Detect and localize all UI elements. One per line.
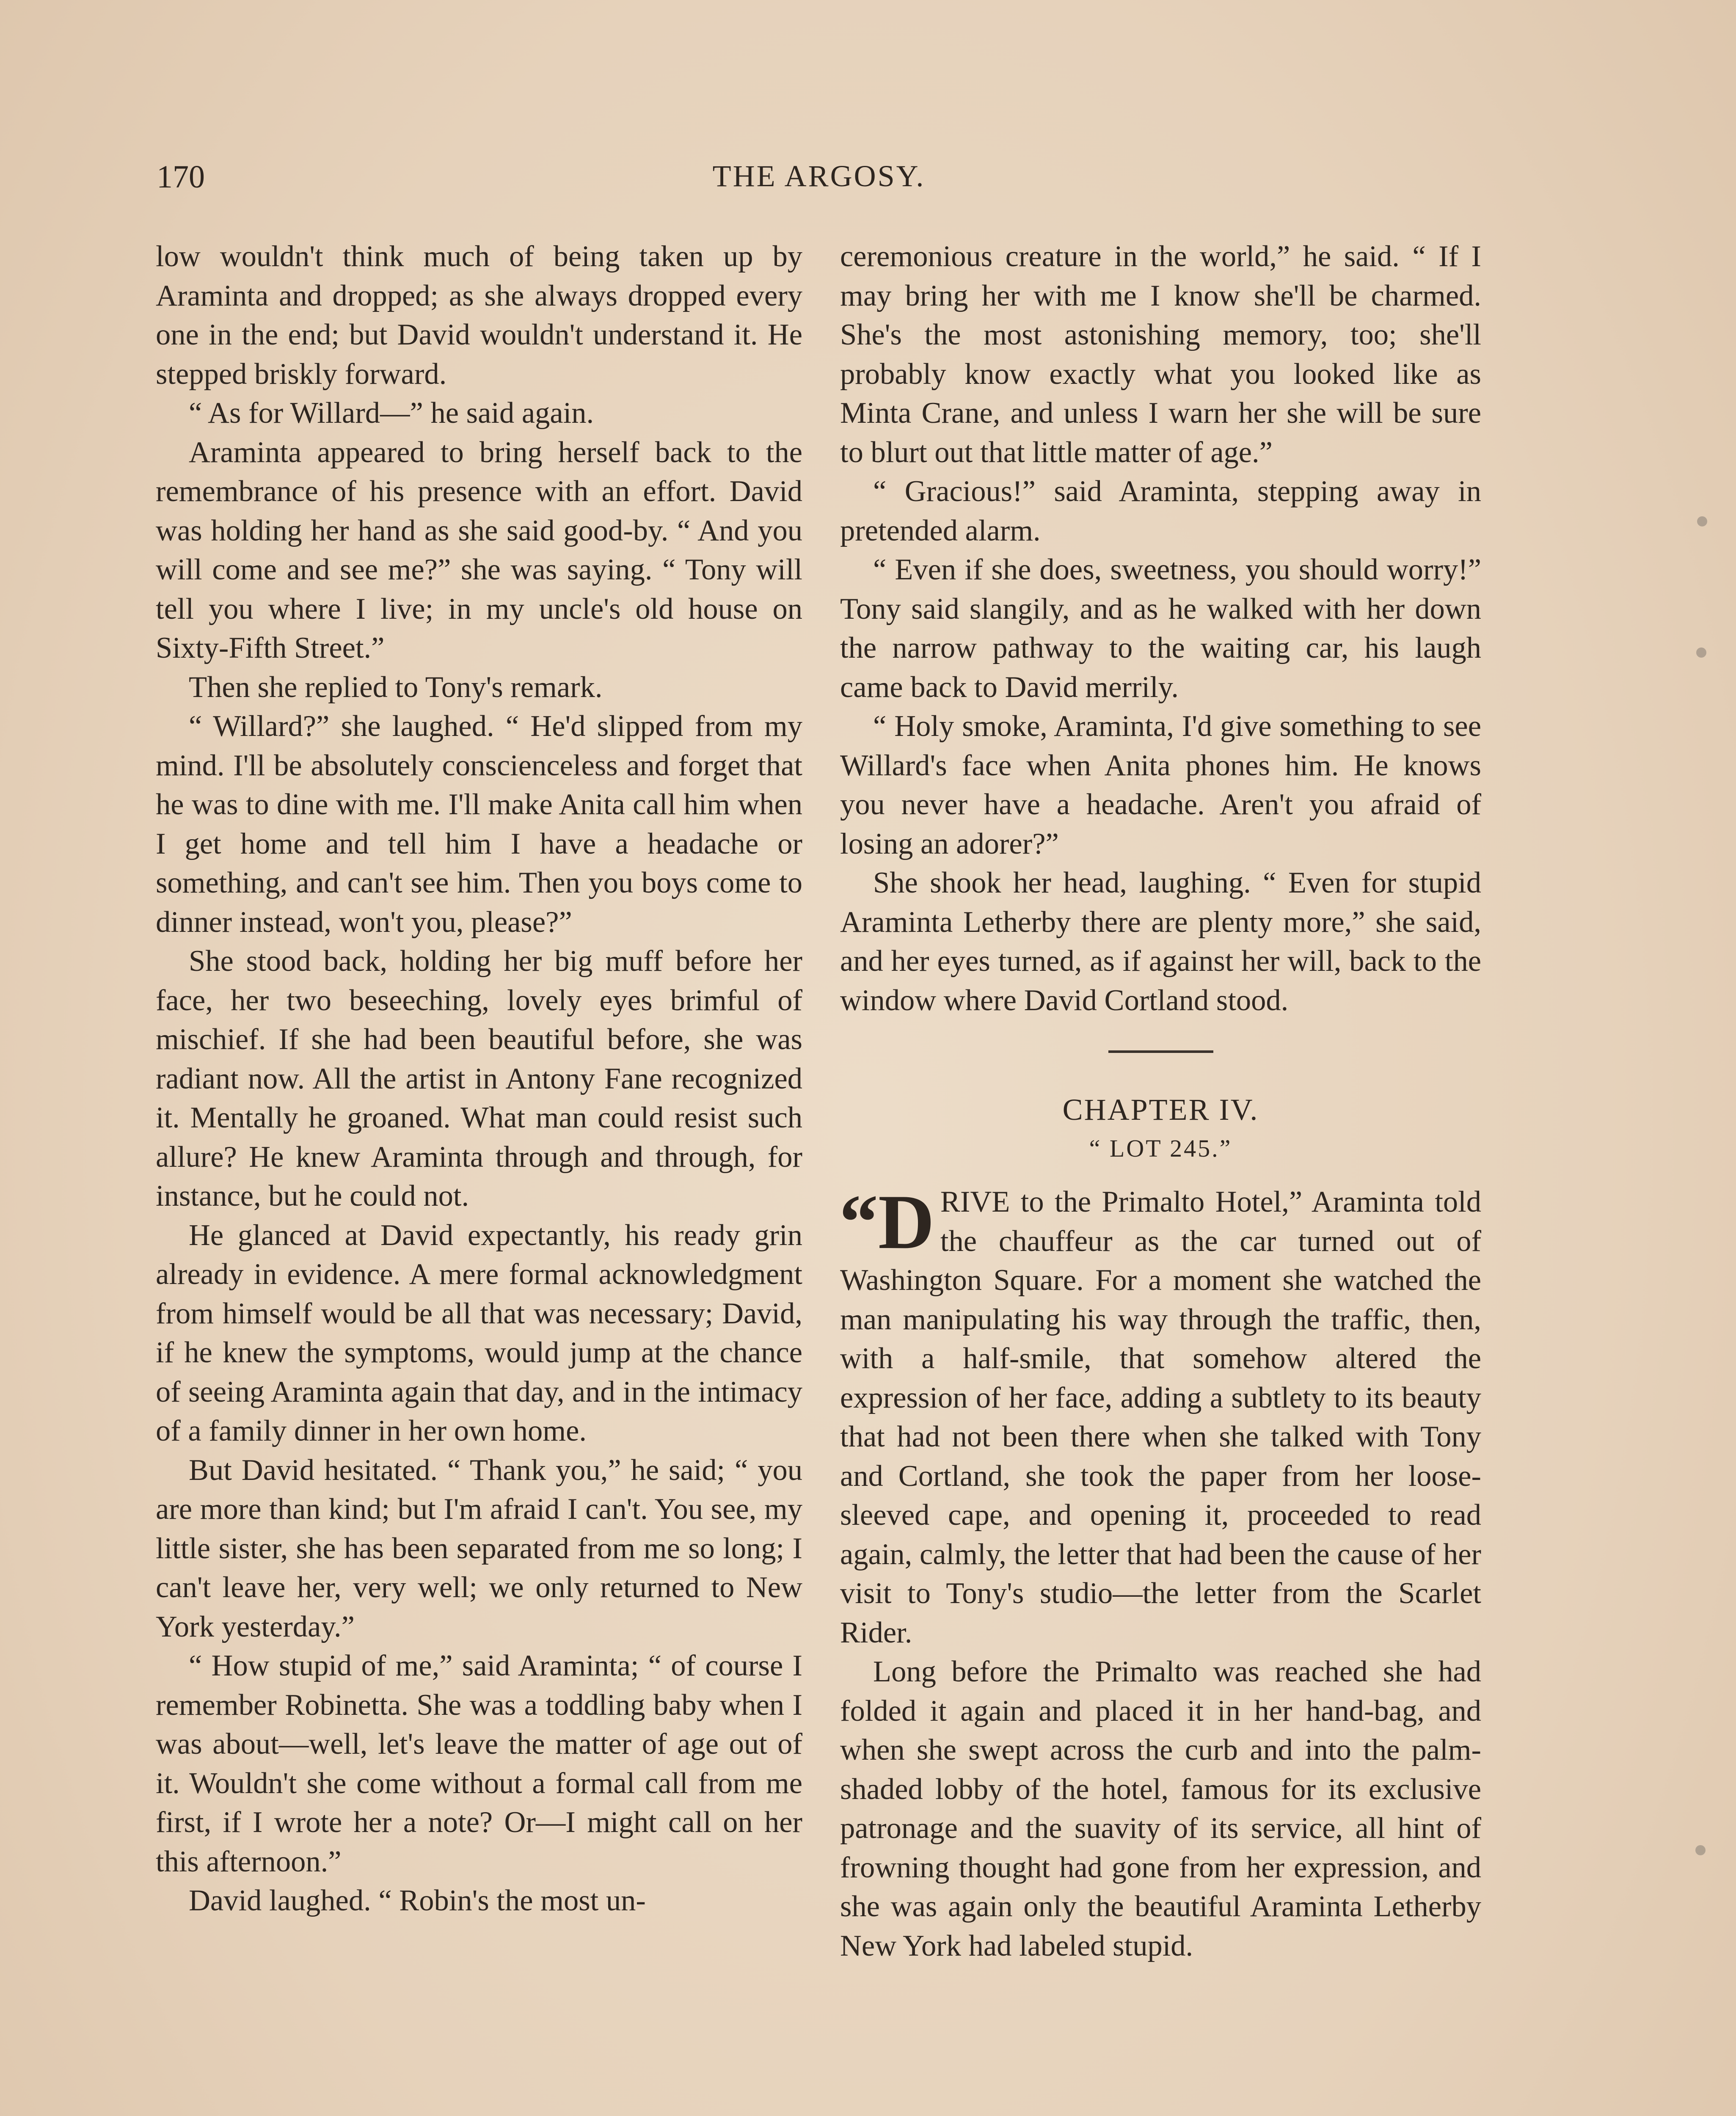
paragraph: “ Gracious!” said Araminta, stepping away in pretended alarm. xyxy=(840,475,1481,547)
drop-cap-letter: D xyxy=(878,1179,934,1265)
page-header xyxy=(157,159,1481,209)
chapter-subtitle: “ LOT 245.” xyxy=(1089,1135,1232,1162)
paragraph: David laughed. “ Robin's the most un- xyxy=(189,1884,646,1917)
drop-cap xyxy=(839,1179,934,1265)
binding-hole xyxy=(1695,1845,1706,1855)
section-divider xyxy=(1108,1050,1213,1053)
paragraph: ceremonious creature in the world,” he said. “ If I may bring her with me I know she'll be charmed. She's the most astonishing memory, too; she'll probably know exactly what you looked like as Minta Crane, and unless I warn her she will be sure to blurt out that little matter of age.” xyxy=(840,240,1481,469)
paragraph: Long before the Primalto was reached she had folded it again and placed it in her hand-bag, and when she swept across the curb and into the palm-shaded lobby of the hotel, famous for its exclusive patronage and the suavity of its service, all hint of frowning thought had gone from her expression, and she was again only the beautiful Araminta Letherby New York had labeled stupid. xyxy=(840,1655,1481,1962)
paragraph: “ As for Willard—” he said again. xyxy=(189,397,594,430)
first-paragraph-text: RIVE to the Primalto Hotel,” Araminta told the chauffeur as the car turned out of Washington Square. For a moment she watched the man manipulating his way through the traffic, then, with a half-smile, that somehow altered the expression of her face, adding a subtlety to its beauty that had not been there when she talked with Tony and Cortland, she took the paper from her loose-sleeved cape, and opening it, proceeded to read again, calmly, the letter that had been the cause of her visit to Tony's studio—the letter from the Scarlet Rider. xyxy=(840,1185,1481,1649)
right-column xyxy=(840,237,1481,1965)
paragraph: low wouldn't think much of being taken up by Araminta and dropped; as she always dropped every one in the end; but David wouldn't understand it. He stepped briskly forward. xyxy=(156,240,802,391)
paragraph: “ Holy smoke, Araminta, I'd give something to see Willard's face when Anita phones him. He knows you never have a headache. Aren't you afraid of losing an adorer?” xyxy=(840,710,1481,860)
paragraph: Araminta appeared to bring herself back to the remembrance of his presence with an effort. David was holding her hand as she said good-by. “ And you will come and see me?” she was saying. “ Tony will tell you where I live; in my uncle's old house on Sixty-Fifth Street.” xyxy=(156,435,802,664)
paragraph: “ How stupid of me,” said Araminta; “ of course I remember Robinetta. She was a toddling baby when I was about—well, let's leave the matter of age out of it. Wouldn't she come without a formal call from me first, if I wrote her a note? Or—I might call on her this afternoon.” xyxy=(156,1649,802,1878)
binding-hole xyxy=(1697,516,1707,526)
drop-cap-quote: “ xyxy=(839,1179,878,1265)
paragraph: Then she replied to Tony's remark. xyxy=(189,670,603,704)
page-number: 170 xyxy=(157,159,205,195)
left-column xyxy=(156,237,802,1920)
running-head: THE ARGOSY. xyxy=(712,159,926,193)
binding-hole xyxy=(1696,647,1706,658)
paragraph: She shook her head, laughing. “ Even for stupid Araminta Letherby there are plenty more,” she said, and her eyes turned, as if against her will, back to the window where David Cortland stood. xyxy=(840,866,1481,1017)
chapter-title: CHAPTER IV. xyxy=(1062,1093,1259,1127)
paragraph: He glanced at David expectantly, his ready grin already in evidence. A mere formal acknowledgment from himself would be all that was necessary; David, if he knew the symptoms, would jump at the chance of seeing Araminta again that day, and in the intimacy of a family dinner in her own home. xyxy=(156,1218,802,1447)
chapter-first-paragraph xyxy=(839,1179,1481,1652)
paragraph: “ Even if she does, sweetness, you should worry!” Tony said slangily, and as he walked with her down the narrow pathway to the waiting car, his laugh came back to David merrily. xyxy=(840,553,1481,704)
paragraph: But David hesitated. “ Thank you,” he said; “ you are more than kind; but I'm afraid I can't. You see, my little sister, she has been separated from me so long; I can't leave her, very well; we only returned to New York yesterday.” xyxy=(156,1453,802,1643)
paragraph: “ Willard?” she laughed. “ He'd slipped from my mind. I'll be absolutely conscienceless and forget that he was to dine with me. I'll make Anita call him when I get home and tell him I have a headache or something, and can't see him. Then you boys come to dinner instead, won't you, please?” xyxy=(156,710,802,939)
paragraph: She stood back, holding her big muff before her face, her two beseeching, lovely eyes brimful of mischief. If she had been beautiful before, she was radiant now. All the artist in Antony Fane recognized it. Mentally he groaned. What man could resist such allure? He knew Araminta through and through, for instance, but he could not. xyxy=(156,945,802,1212)
